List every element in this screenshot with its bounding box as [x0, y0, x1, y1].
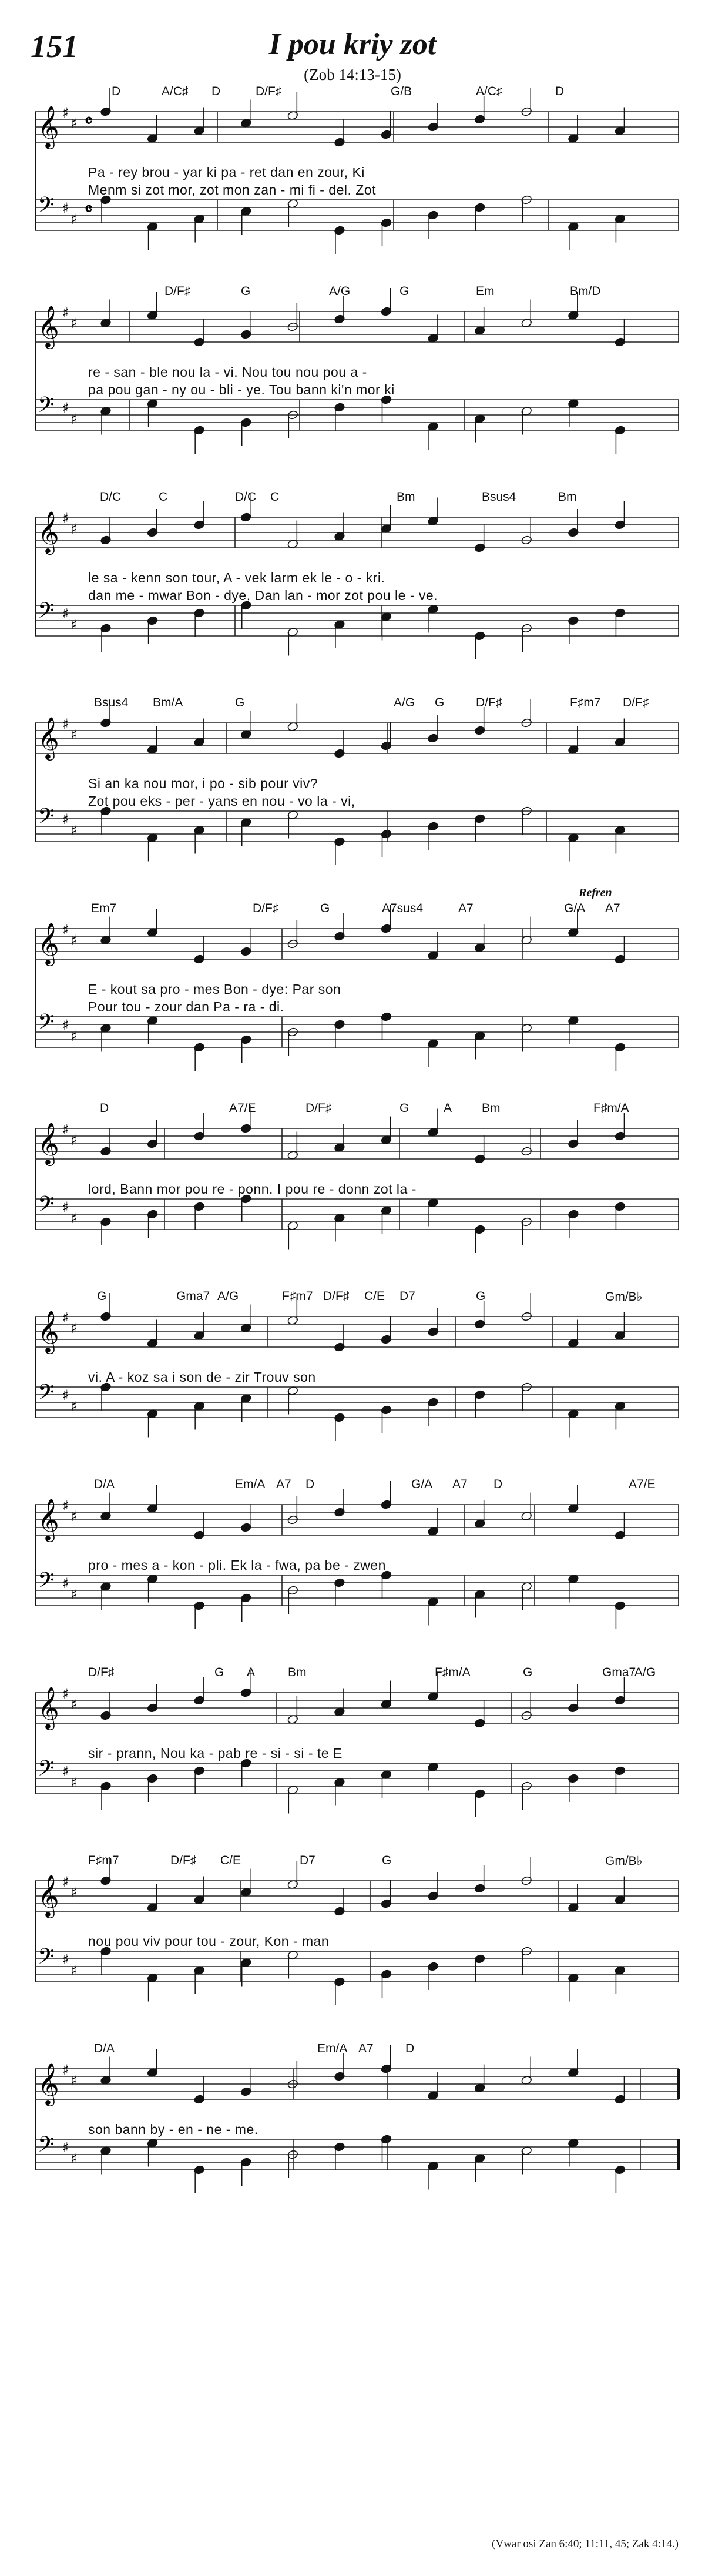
chord-symbol: D [306, 1478, 315, 1491]
sharp-icon: ♯ [62, 1686, 69, 1702]
music-system [24, 893, 679, 1087]
chord-symbol: G [400, 1101, 409, 1115]
sharp-icon: ♯ [70, 822, 78, 839]
bass-clef-icon: 𝄢 [38, 393, 55, 423]
treble-clef-icon: 𝄞 [38, 105, 59, 148]
bass-staff [35, 1944, 679, 2005]
chord-symbol: A/G [394, 696, 415, 709]
chord-symbol: A/C♯ [162, 85, 189, 98]
scripture-reference: (Zob 14:13-15) [304, 66, 401, 83]
time-signature-icon: 𝄴 [85, 111, 93, 132]
sharp-icon: ♯ [62, 304, 69, 321]
chord-symbol: D/F♯ [164, 284, 191, 298]
treble-clef-icon: 𝄞 [38, 1498, 59, 1540]
bass-clef-icon: 𝄢 [38, 1568, 55, 1598]
chord-symbol: G [235, 696, 245, 709]
treble-clef-icon: 𝄞 [38, 1121, 59, 1164]
chord-symbol: Bm [482, 1101, 501, 1115]
chord-symbol: Em [476, 284, 495, 298]
sharp-icon: ♯ [62, 811, 69, 828]
chord-symbol: Em/A [235, 1478, 266, 1491]
bass-clef-icon: 𝄢 [38, 598, 55, 628]
lyric-line: nou pou viv pour tou - zour, Kon - man [88, 1934, 330, 1949]
chord-symbol: D7 [300, 1854, 315, 1867]
sharp-icon: ♯ [70, 1962, 78, 1979]
music-system [24, 482, 679, 676]
chord-symbol: Em7 [91, 902, 117, 915]
lyric-line: Zot pou eks - per - yans en nou - vo la - vi, [88, 793, 355, 809]
chord-symbol: D/F♯ [306, 1101, 332, 1115]
chord-symbol: D/F♯ [623, 696, 649, 709]
bass-staff [35, 1192, 679, 1253]
chord-symbol: C/E [364, 1289, 385, 1303]
sharp-icon: ♯ [62, 200, 69, 216]
chord-symbol: Gma7 [602, 1666, 636, 1679]
chord-symbol: D [555, 85, 565, 98]
music-system [24, 1281, 679, 1458]
chord-symbol: Bsus4 [94, 696, 129, 709]
treble-staff [35, 1481, 679, 1542]
chord-symbol: A/G [634, 1666, 656, 1679]
sharp-icon: ♯ [70, 1696, 78, 1713]
chord-symbol: A7 [452, 1478, 468, 1491]
treble-staff [35, 494, 679, 555]
chord-symbol: G [382, 1854, 392, 1867]
chord-symbol: Gma7 [176, 1289, 210, 1303]
chord-symbol: Bm [288, 1666, 307, 1679]
lyric-line: Menm si zot mor, zot mon zan - mi fi - del. Zot [88, 182, 377, 197]
bass-staff [35, 1756, 679, 1817]
treble-clef-icon: 𝄞 [38, 1309, 59, 1352]
chord-symbol: Bsus4 [482, 490, 516, 504]
chord-symbol: A7 [605, 902, 620, 915]
chord-symbol: Bm [558, 490, 577, 504]
lyric-line: dan me - mwar Bon - dye, Dan lan - mor zot pou le - ve. [88, 588, 438, 603]
bass-staff [35, 804, 679, 865]
sharp-icon: ♯ [70, 1586, 78, 1603]
sharp-icon: ♯ [70, 2150, 78, 2167]
chord-symbol: D [100, 1101, 109, 1115]
sharp-icon: ♯ [70, 1508, 78, 1525]
sharp-icon: ♯ [62, 1575, 69, 1592]
treble-staff [35, 88, 679, 149]
chord-symbol: C/E [220, 1854, 241, 1867]
chord-symbol: D/F♯ [253, 902, 279, 915]
treble-clef-icon: 𝄞 [38, 1874, 59, 1917]
chord-symbol: A [444, 1101, 452, 1115]
lyric-line: vi. A - koz sa i son de - zir Trouv son [88, 1369, 316, 1385]
bass-clef-icon: 𝄢 [38, 1010, 55, 1040]
sharp-icon: ♯ [62, 922, 69, 938]
sharp-icon: ♯ [62, 1951, 69, 1968]
chord-symbol: F♯m/A [435, 1666, 471, 1679]
chord-symbol: D/A [94, 1478, 115, 1491]
chord-symbol: Gm/B♭ [605, 1290, 643, 1304]
chord-symbol: D7 [400, 1289, 415, 1303]
bass-staff [35, 393, 679, 454]
refrain-label: Refren [579, 886, 612, 899]
chord-symbol: G [523, 1666, 533, 1679]
chord-symbol: F♯m7 [88, 1854, 119, 1867]
chord-symbol: A7 [458, 902, 474, 915]
chord-symbol: D [212, 85, 221, 98]
treble-staff [35, 2045, 679, 2106]
music-system [24, 688, 679, 882]
time-signature-icon: 𝄴 [85, 199, 93, 220]
sharp-icon: ♯ [62, 2062, 69, 2078]
bass-staff [35, 598, 679, 659]
sharp-icon: ♯ [62, 605, 69, 622]
sharp-icon: ♯ [70, 1884, 78, 1901]
hymn-title: I pou kriy zot [268, 28, 437, 61]
chord-symbol: G [476, 1289, 486, 1303]
sharp-icon: ♯ [70, 411, 78, 427]
chord-symbol: F♯m7 [282, 1289, 313, 1303]
chord-symbol: D/F♯ [170, 1854, 197, 1867]
chord-symbol: F♯m7 [570, 696, 601, 709]
bass-staff [35, 1380, 679, 1441]
music-system [24, 1469, 679, 1646]
treble-clef-icon: 𝄞 [38, 922, 59, 964]
lyric-line: lord, Bann mor pou re - ponn. I pou re - donn zot la - [88, 1181, 417, 1197]
hymn-number: 151 [31, 29, 78, 64]
chord-symbol: G [435, 696, 445, 709]
chord-symbol: A7 [358, 2042, 374, 2055]
treble-staff [35, 1293, 679, 1354]
lyric-line: le sa - kenn son tour, A - vek larm ek le - o - kri. [88, 570, 385, 585]
chord-symbol: D [112, 85, 121, 98]
chord-symbol: G [241, 284, 251, 298]
bass-staff [35, 1568, 679, 1629]
sharp-icon: ♯ [70, 1132, 78, 1148]
chord-symbol: C [159, 490, 168, 504]
treble-clef-icon: 𝄞 [38, 304, 59, 347]
chord-symbol: G/B [391, 85, 412, 98]
lyric-line: Si an ka nou mor, i po - sib pour viv? [88, 776, 318, 791]
bass-clef-icon: 𝄢 [38, 2132, 55, 2162]
treble-staff [35, 1669, 679, 1730]
chord-symbol: G [400, 284, 409, 298]
sharp-icon: ♯ [70, 617, 78, 633]
chord-symbol: Bm [397, 490, 415, 504]
chord-symbol: G [214, 1666, 224, 1679]
chord-symbol: A [247, 1666, 256, 1679]
chord-symbol: Gm/B♭ [605, 1854, 643, 1868]
sharp-icon: ♯ [62, 1763, 69, 1780]
bass-clef-icon: 𝄢 [38, 1192, 55, 1222]
lyric-line: E - kout sa pro - mes Bon - dye: Par son [88, 982, 341, 997]
treble-staff [35, 1105, 679, 1166]
sharp-icon: ♯ [70, 211, 78, 227]
lyric-line: sir - prann, Nou ka - pab re - si - si - te E [88, 1746, 343, 1761]
chord-symbol: A/G [329, 284, 351, 298]
sharp-icon: ♯ [62, 2139, 69, 2156]
bass-staff [35, 193, 679, 254]
sharp-icon: ♯ [70, 1320, 78, 1336]
treble-staff [35, 1857, 679, 1918]
chord-symbol: A/C♯ [476, 85, 503, 98]
chord-symbol: G/A [564, 902, 586, 915]
sharp-icon: ♯ [70, 1028, 78, 1044]
sharp-icon: ♯ [62, 1387, 69, 1403]
chord-symbol: C [270, 490, 280, 504]
sharp-icon: ♯ [62, 1874, 69, 1890]
treble-clef-icon: 𝄞 [38, 1686, 59, 1729]
chord-symbol: D/C [100, 490, 122, 504]
lyric-line: Pour tou - zour dan Pa - ra - di. [88, 999, 284, 1014]
chord-symbol: A/G [217, 1289, 239, 1303]
sharp-icon: ♯ [62, 1121, 69, 1138]
bass-staff [35, 2132, 679, 2193]
bass-clef-icon: 𝄢 [38, 193, 55, 223]
sharp-icon: ♯ [70, 315, 78, 331]
sharp-icon: ♯ [70, 1774, 78, 1791]
chord-symbol: F♯m/A [593, 1101, 629, 1115]
sharp-icon: ♯ [62, 510, 69, 527]
bass-clef-icon: 𝄢 [38, 1944, 55, 1974]
bass-staff [35, 1010, 679, 1071]
sharp-icon: ♯ [70, 932, 78, 949]
sharp-icon: ♯ [70, 1398, 78, 1415]
sharp-icon: ♯ [62, 1017, 69, 1033]
chord-symbol: D/C [235, 490, 257, 504]
chord-symbol: D [494, 1478, 503, 1491]
bass-clef-icon: 𝄢 [38, 1380, 55, 1410]
sharp-icon: ♯ [62, 105, 69, 121]
chord-symbol: Em/A [317, 2042, 348, 2055]
music-system [24, 76, 679, 270]
chord-symbol: D [405, 2042, 415, 2055]
chord-symbol: A7 [276, 1478, 291, 1491]
lyric-line: son bann by - en - ne - me. [88, 2122, 258, 2137]
bass-clef-icon: 𝄢 [38, 1756, 55, 1786]
treble-clef-icon: 𝄞 [38, 510, 59, 553]
sharp-icon: ♯ [62, 400, 69, 416]
lyric-line: Pa - rey brou - yar ki pa - ret dan en zour, Ki [88, 165, 365, 180]
footnote: (Vwar osi Zan 6:40; 11:11, 45; Zak 4:14.) [492, 2538, 679, 2550]
music-system [24, 1093, 679, 1269]
chord-symbol: A7/E [229, 1101, 256, 1115]
chord-symbol: A7/E [629, 1478, 656, 1491]
music-system [24, 276, 679, 470]
chord-symbol: A7sus4 [382, 902, 424, 915]
music-system [24, 1845, 679, 2022]
sharp-icon: ♯ [62, 1309, 69, 1326]
lyric-line: pro - mes a - kon - pli. Ek la - fwa, pa be - zwen [88, 1557, 386, 1573]
music-system [24, 2034, 679, 2210]
lyric-line: re - san - ble nou la - vi. Nou tou nou pou a - [88, 364, 367, 380]
sharp-icon: ♯ [70, 1210, 78, 1227]
chord-symbol: Bm/D [570, 284, 601, 298]
chord-symbol: D/F♯ [256, 85, 282, 98]
chord-symbol: G [97, 1289, 107, 1303]
sharp-icon: ♯ [70, 2072, 78, 2089]
bass-clef-icon: 𝄢 [38, 804, 55, 834]
lyric-line: pa pou gan - ny ou - bli - ye. Tou bann ki'n mor ki [88, 382, 395, 397]
chord-symbol: G [320, 902, 330, 915]
sharp-icon: ♯ [70, 115, 78, 132]
sharp-icon: ♯ [62, 1498, 69, 1514]
sharp-icon: ♯ [70, 726, 78, 743]
treble-clef-icon: 𝄞 [38, 716, 59, 759]
chord-symbol: Bm/A [153, 696, 183, 709]
chord-symbol: D/A [94, 2042, 115, 2055]
chord-symbol: D/F♯ [476, 696, 502, 709]
chord-symbol: D/F♯ [323, 1289, 350, 1303]
chord-symbol: G/A [411, 1478, 433, 1491]
sharp-icon: ♯ [70, 521, 78, 537]
sharp-icon: ♯ [62, 716, 69, 732]
treble-clef-icon: 𝄞 [38, 2062, 59, 2105]
sharp-icon: ♯ [62, 1199, 69, 1215]
chord-symbol: D/F♯ [88, 1666, 115, 1679]
music-system [24, 1657, 679, 1834]
